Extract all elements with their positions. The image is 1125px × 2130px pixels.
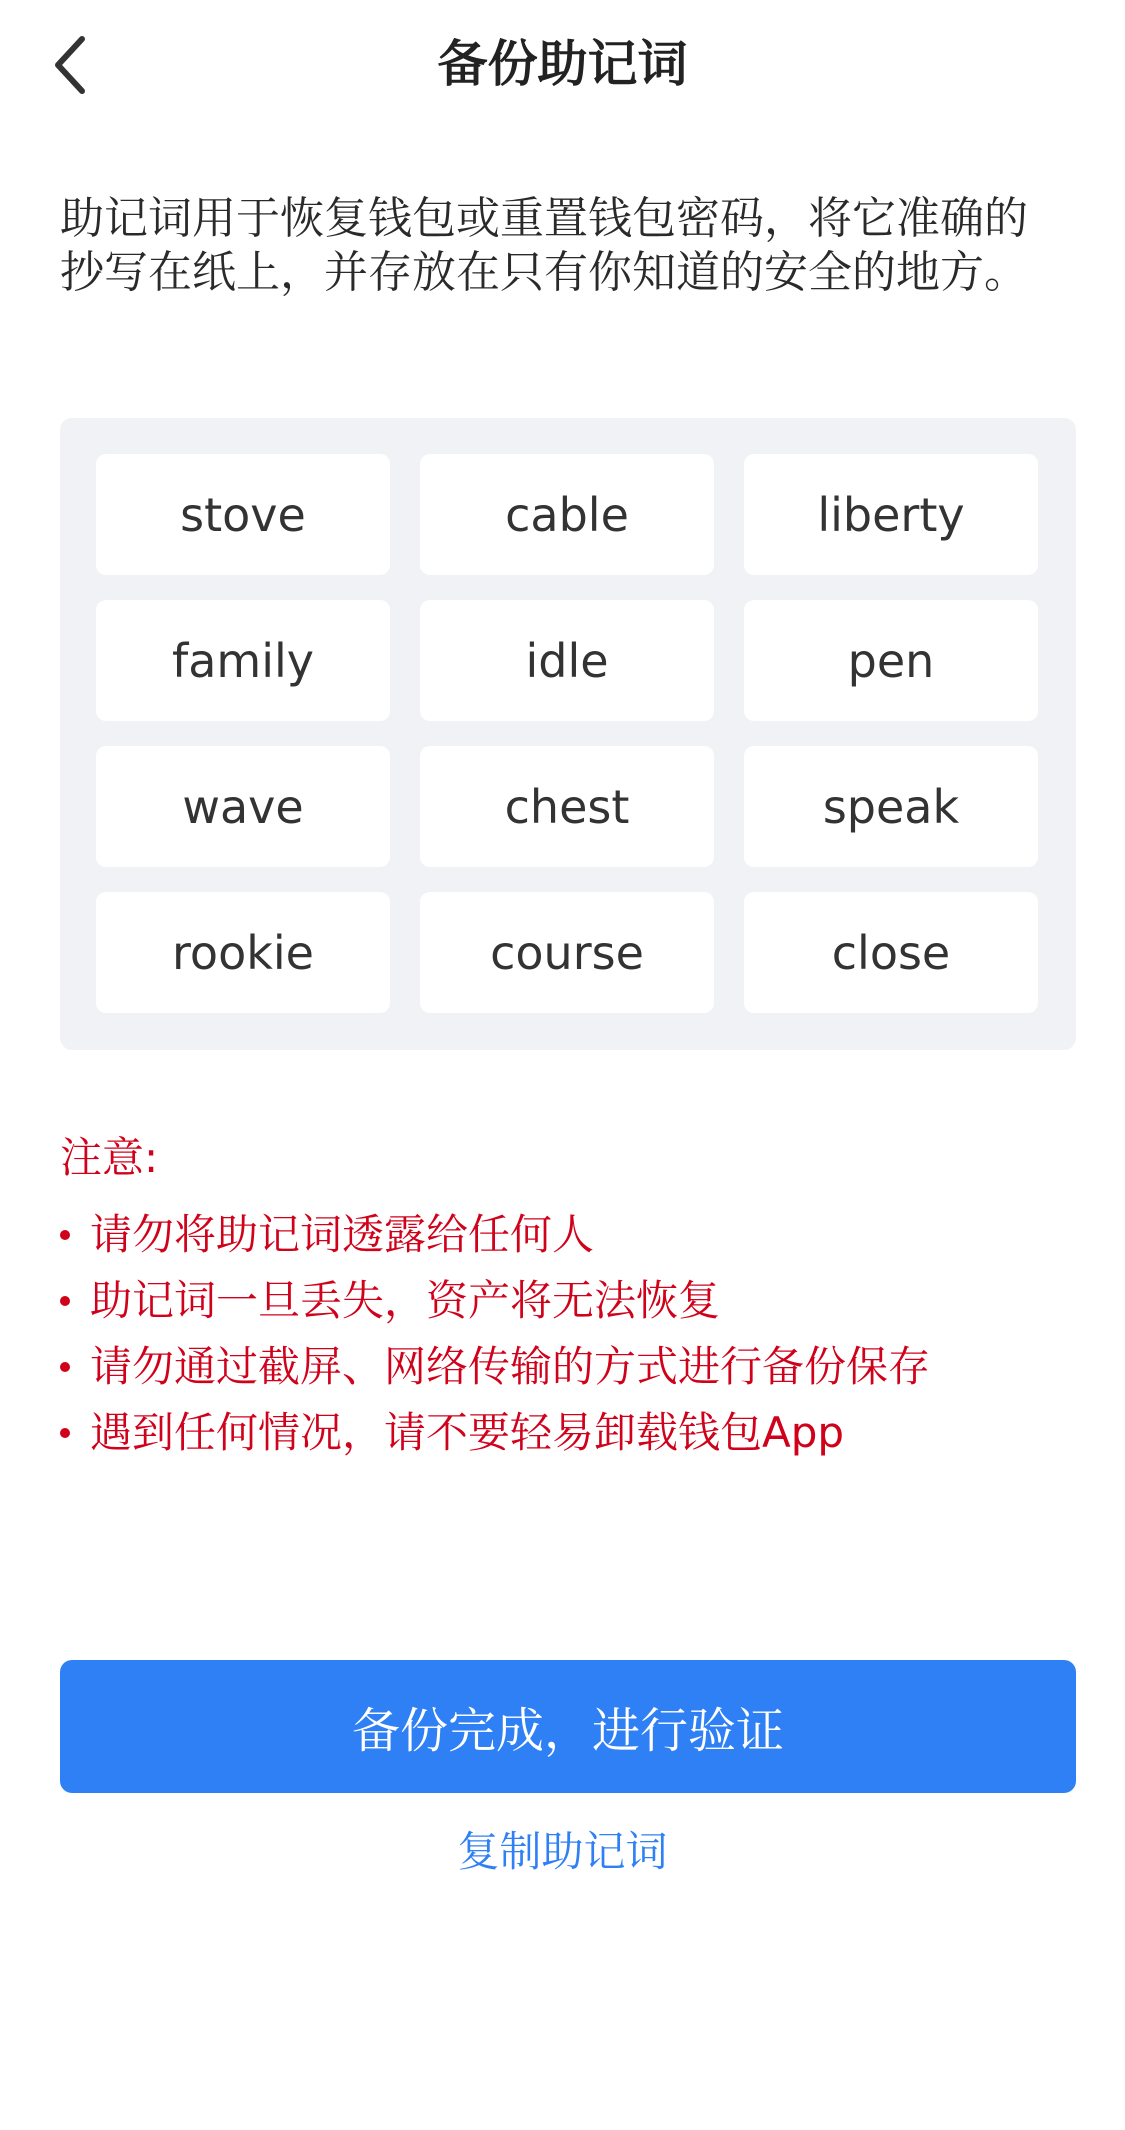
bullet-icon [60,1428,70,1438]
copy-mnemonic-link[interactable]: 复制助记词 [457,1827,668,1876]
warning-item [60,1334,1070,1400]
warning-item [60,1268,1070,1334]
warning-item [60,1202,1070,1268]
bullet-icon [60,1362,70,1372]
warning-section [60,1130,1070,1466]
mnemonic-word: speak [744,746,1038,867]
warning-item [60,1400,1070,1466]
warning-item-text: 请勿通过截屏、网络传输的方式进行备份保存 [90,1342,931,1391]
bullet-icon [60,1230,70,1240]
mnemonic-word: cable [420,454,714,575]
mnemonic-word: idle [420,600,714,721]
mnemonic-word: wave [96,746,390,867]
warning-title: 注意: [60,1133,159,1182]
page-title: 备份助记词 [437,35,688,93]
mnemonic-word: stove [96,454,390,575]
intro-text: 助记词用于恢复钱包或重置钱包密码，将它准确的抄写在纸上，并存放在只有你知道的安全的地方。 [60,193,1028,298]
warning-item-text: 请勿将助记词透露给任何人 [90,1210,595,1259]
mnemonic-panel [60,418,1076,1050]
mnemonic-word: course [420,892,714,1013]
warning-item-text: 助记词一旦丢失，资产将无法恢复 [90,1276,721,1325]
mnemonic-word: pen [744,600,1038,721]
mnemonic-word: family [96,600,390,721]
mnemonic-word: liberty [744,454,1038,575]
mnemonic-grid [96,454,1038,1013]
warning-item-text: 遇到任何情况，请不要轻易卸载钱包App [90,1408,845,1457]
mnemonic-word: close [744,892,1038,1013]
mnemonic-word: rookie [96,892,390,1013]
mnemonic-word: chest [420,746,714,867]
backup-complete-verify-button[interactable]: 备份完成，进行验证 [60,1660,1076,1793]
navigation-bar [0,0,1125,130]
bullet-icon [60,1296,70,1306]
